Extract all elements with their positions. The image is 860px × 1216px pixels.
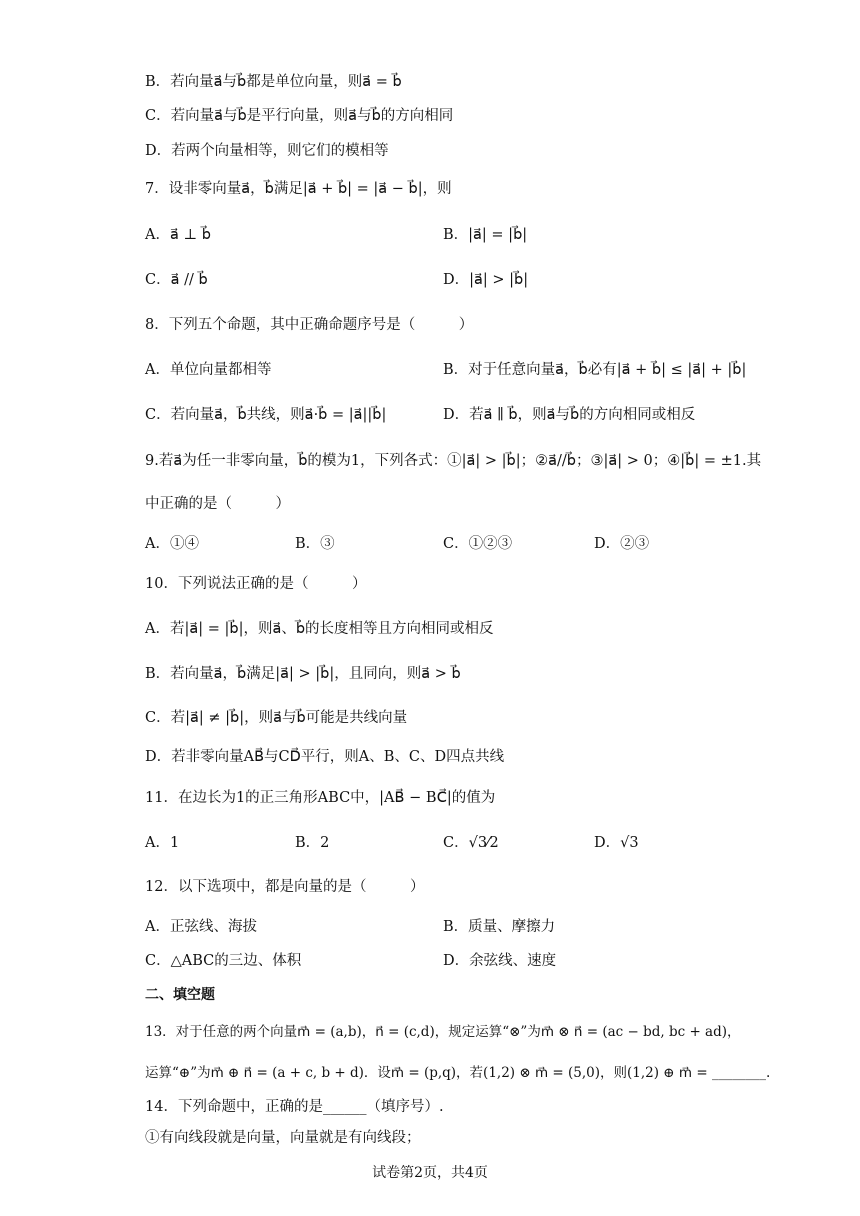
- q12-option-d: D．余弦线、速度: [443, 953, 557, 969]
- section-heading: 二、填空题: [145, 987, 215, 1003]
- q11-stem: 11．在边长为1的正三角形ABC中，|AB⃗ − BC⃗|的值为: [145, 790, 496, 806]
- q11-option-c: C．√3⁄2: [443, 835, 499, 851]
- q14-stem: 14．下列命题中，正确的是______（填序号）.: [145, 1099, 444, 1115]
- q9-option-c: C．①②③: [443, 536, 513, 552]
- q8-option-d: D．若a⃗ ∥ b⃗，则a⃗与b⃗的方向相同或相反: [443, 407, 696, 423]
- q11-option-a: A．1: [145, 835, 180, 851]
- q12-option-b: B．质量、摩擦力: [443, 919, 556, 935]
- q7-option-d: D．|a⃗| > |b⃗|: [443, 272, 529, 288]
- q11-option-d: D．√3: [594, 835, 639, 851]
- q7-stem: 7．设非零向量a⃗，b⃗满足|a⃗ + b⃗| = |a⃗ − b⃗|，则: [145, 181, 452, 197]
- q11-option-b: B．2: [295, 835, 330, 851]
- q6-option-d: D．若两个向量相等，则它们的模相等: [145, 143, 389, 159]
- q9-option-a: A．①④: [145, 536, 199, 552]
- q10-option-b: B．若向量a⃗，b⃗满足|a⃗| > |b⃗|，且同向，则a⃗ > b⃗: [145, 666, 461, 682]
- q7-option-b: B．|a⃗| = |b⃗|: [443, 227, 528, 243]
- q6-option-b: B．若向量a⃗与b⃗都是单位向量，则a⃗ = b⃗: [145, 74, 402, 90]
- q8-option-a: A．单位向量都相等: [145, 362, 272, 378]
- q9-stem: 9.若a⃗为任一非零向量，b⃗的模为1，下列各式：①|a⃗| > |b⃗|；②a⃗//b⃗；③|a⃗| > 0；④|b⃗| = ±1.其: [145, 453, 762, 469]
- q12-option-c: C．△ABC的三边、体积: [145, 953, 302, 969]
- page-footer: 试卷第2页，共4页: [372, 1165, 488, 1181]
- q8-option-b: B．对于任意向量a⃗，b⃗必有|a⃗ + b⃗| ≤ |a⃗| + |b⃗|: [443, 362, 747, 378]
- q8-stem: 8．下列五个命题，其中正确命题序号是（ ）: [145, 317, 474, 333]
- q12-option-a: A．正弦线、海拔: [145, 919, 257, 935]
- q8-option-c: C．若向量a⃗，b⃗共线，则a⃗·b⃗ = |a⃗||b⃗|: [145, 407, 387, 423]
- q7-option-c: C．a⃗ // b⃗: [145, 272, 208, 288]
- q10-option-a: A．若|a⃗| = |b⃗|，则a⃗、b⃗的长度相等且方向相同或相反: [145, 621, 494, 637]
- q10-option-c: C．若|a⃗| ≠ |b⃗|，则a⃗与b⃗可能是共线向量: [145, 710, 408, 726]
- q14-item-1: ①有向线段就是向量，向量就是有向线段；: [145, 1130, 421, 1146]
- q12-stem: 12．以下选项中，都是向量的是（ ）: [145, 879, 425, 895]
- q7-option-a: A．a⃗ ⊥ b⃗: [145, 227, 211, 243]
- q10-option-d: D．若非零向量AB⃗与CD⃗平行，则A、B、C、D四点共线: [145, 749, 505, 765]
- q9-option-d: D．②③: [594, 536, 650, 552]
- q10-stem: 10．下列说法正确的是（ ）: [145, 576, 367, 592]
- q9-option-b: B．③: [295, 536, 335, 552]
- q13-stem-cont: 运算“⊕”为m⃗ ⊕ n⃗ = (a + c, b + d)．设m⃗ = (p,q)，若(1,2) ⊗ m⃗ = (5,0)，则(1,2) ⊕ m⃗ = ________.: [145, 1065, 771, 1081]
- q9-stem-cont: 中正确的是（ ）: [145, 496, 290, 512]
- q6-option-c: C．若向量a⃗与b⃗是平行向量，则a⃗与b⃗的方向相同: [145, 108, 454, 124]
- q13-stem: 13．对于任意的两个向量m⃗ = (a,b)，n⃗ = (c,d)，规定运算“⊗”为m⃗ ⊗ n⃗ = (ac − bd, bc + ad)，: [145, 1024, 741, 1040]
